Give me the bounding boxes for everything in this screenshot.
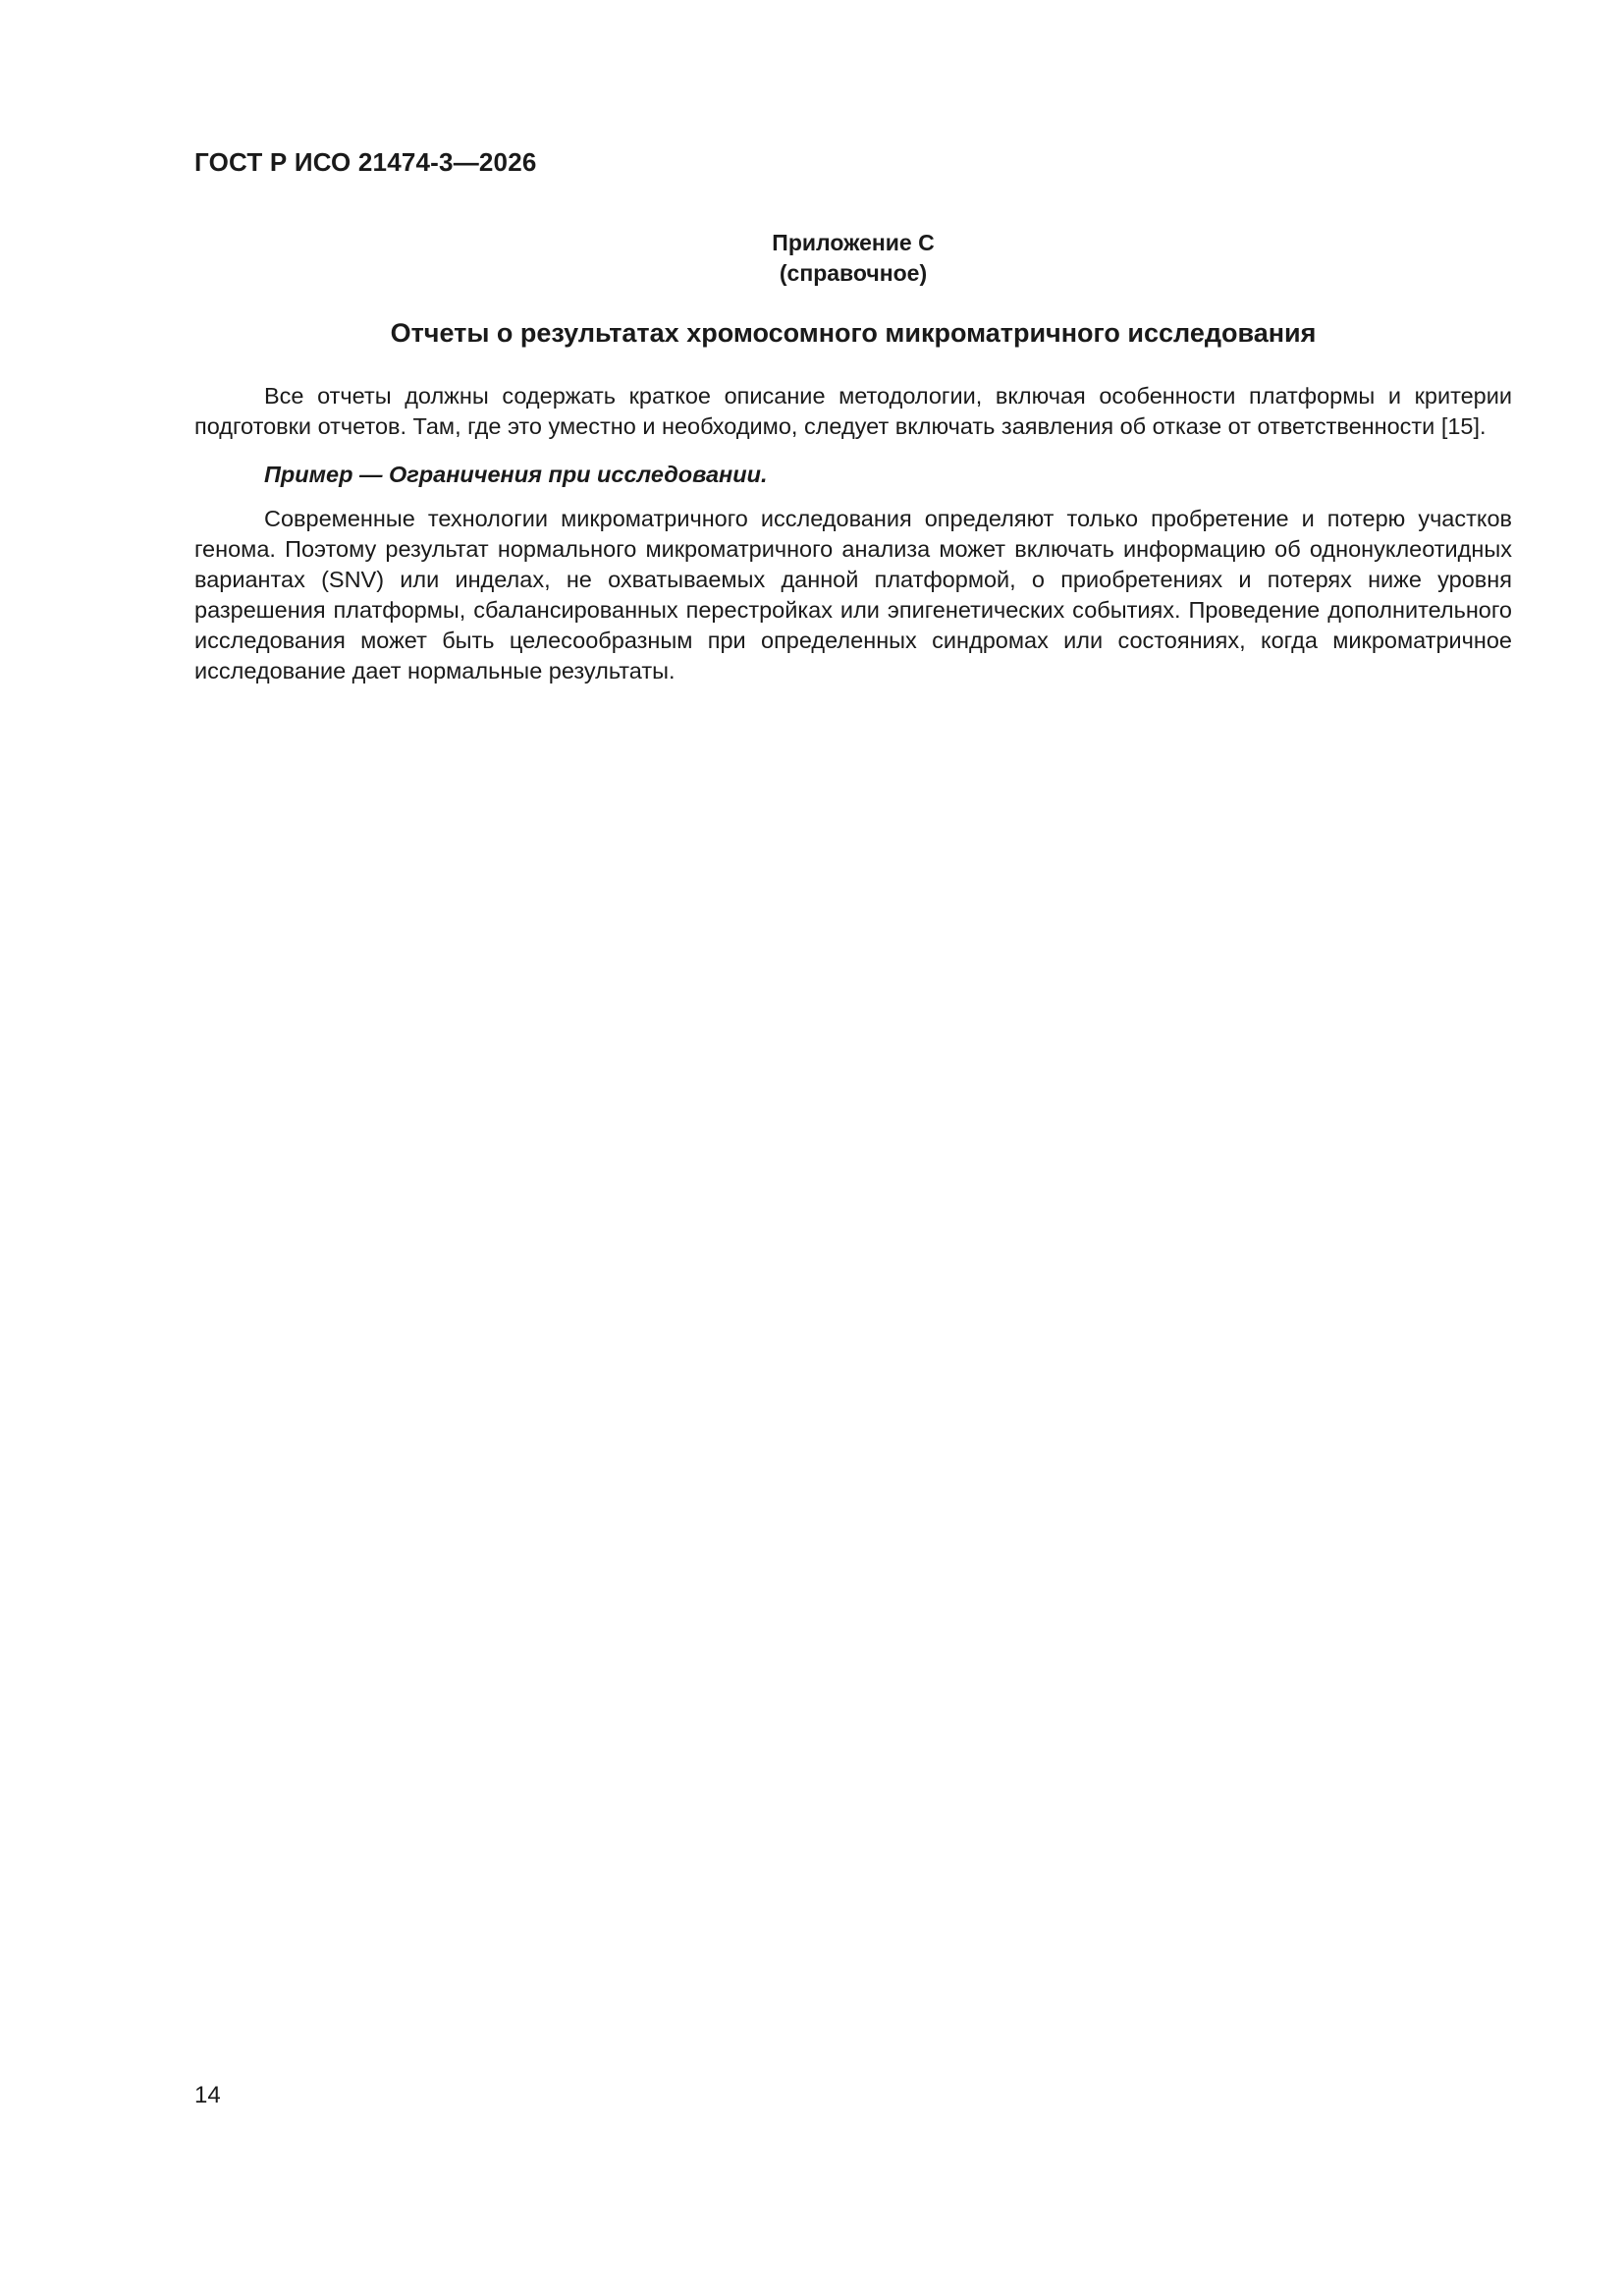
page-number: 14	[194, 2082, 221, 2108]
body-paragraph: Все отчеты должны содержать краткое описание методологии, включая особенности платформы и критерии подготовки отчетов. Там, где это уместно и необходимо, следует включать заявления об отказе от ответственности [15].	[194, 383, 1512, 439]
annex-title: Отчеты о результатах хромосомного микроматричного исследования	[390, 318, 1317, 348]
annex-heading	[194, 228, 1512, 289]
annex-body	[194, 381, 1512, 686]
body-paragraph: Современные технологии микроматричного исследования определяют только пробретение и потерю участков генома. Поэтому результат нормального микроматричного анализа может включать информацию об однонуклеотидных вариантах (SNV) или инделах, не охватываемых данной платформой, о приобретениях и потерях ниже уровня разрешения платформы, сбалансированных перестройках или эпигенетических событиях. Проведение дополнительного исследования может быть целесообразным при определенных синдромах или состояниях, когда микроматричное исследование дает нормальные результаты.	[194, 506, 1512, 683]
annex-label: Приложение С	[772, 230, 935, 255]
annex-status: (справочное)	[779, 260, 928, 286]
document-code-header: ГОСТ Р ИСО 21474-3—2026	[194, 147, 537, 177]
example-label: Пример — Ограничения при исследовании.	[264, 462, 768, 487]
